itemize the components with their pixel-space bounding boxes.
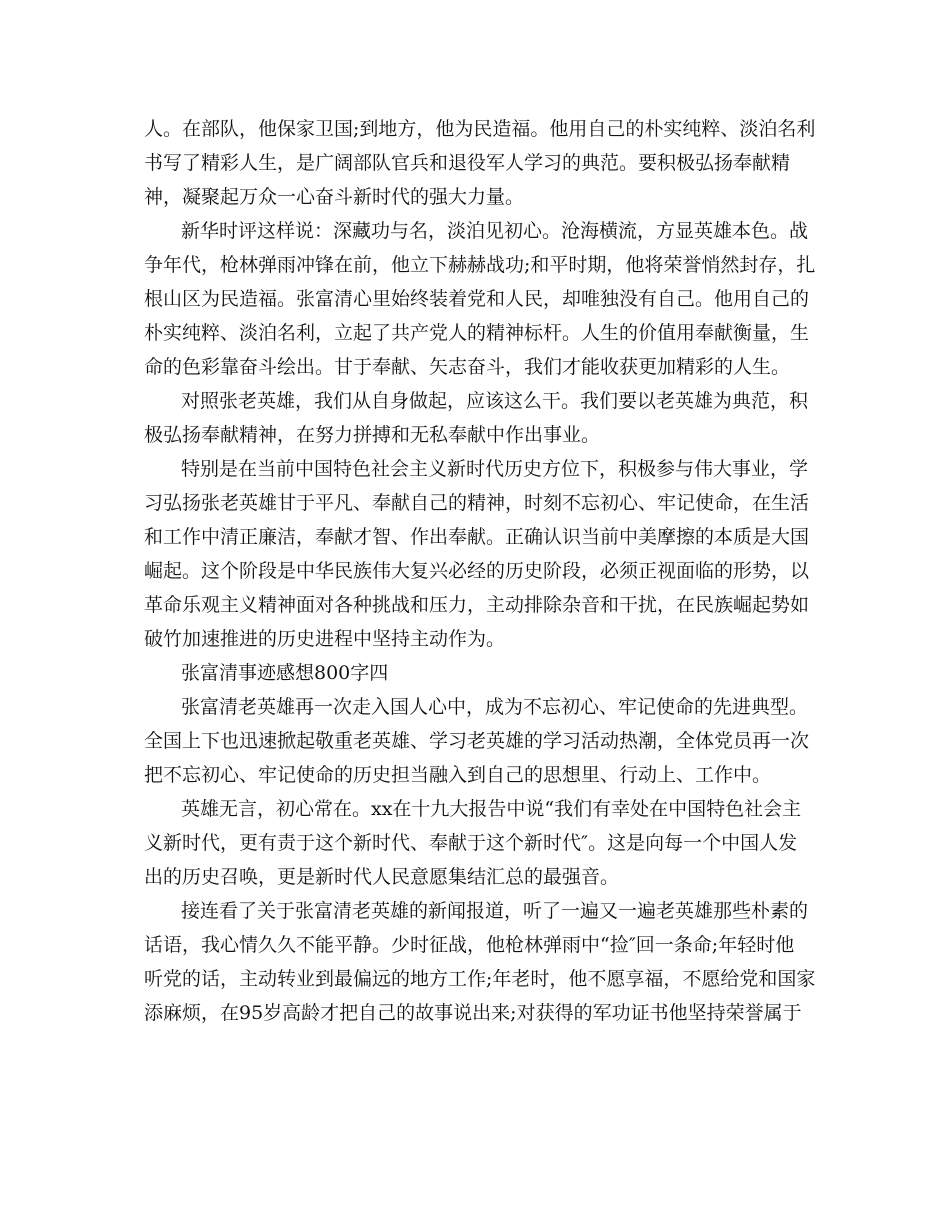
paragraph-start-line: 对照张老英雄，我们从自身做起，应该这么干。我们要以老英雄为典范，积 xyxy=(181,390,809,412)
paragraph-start-line: 特别是在当前中国特色社会主义新时代历史方位下，积极参与伟大事业，学 xyxy=(181,458,809,480)
section-heading: 张富清事迹感想800字四 xyxy=(181,662,389,684)
text-line: 听党的话，主动转业到最偏远的地方工作;年老时，他不愿享福，不愿给党和国家 xyxy=(144,968,816,990)
paragraph-start-line: 英雄无言，初心常在。xx在十九大报告中说“我们有幸处在中国特色社会主 xyxy=(181,798,802,820)
text-line: 添麻烦，在95岁高龄才把自己的故事说出来;对获得的军功证书他坚持荣誉属于 xyxy=(144,1002,802,1024)
text-line: 人。在部队，他保家卫国;到地方，他为民造福。他用自己的朴实纯粹、淡泊名利 xyxy=(144,118,816,140)
text-line: 出的历史召唤，更是新时代人民意愿集结汇总的最强音。 xyxy=(144,866,620,888)
text-line: 崛起。这个阶段是中华民族伟大复兴必经的历史阶段，必须正视面临的形势，以 xyxy=(144,560,810,582)
text-line: 书写了精彩人生，是广阔部队官兵和退役军人学习的典范。要积极弘扬奉献精 xyxy=(144,152,791,174)
text-line: 根山区为民造福。张富清心里始终装着党和人民，却唯独没有自己。他用自己的 xyxy=(144,288,810,310)
text-line: 革命乐观主义精神面对各种挑战和压力，主动排除杂音和干扰，在民族崛起势如 xyxy=(144,594,810,616)
text-line: 全国上下也迅速掀起敬重老英雄、学习老英雄的学习活动热潮，全体党员再一次 xyxy=(144,730,810,752)
paragraph-start-line: 新华时评这样说：深藏功与名，淡泊见初心。沧海横流，方显英雄本色。战 xyxy=(181,220,809,242)
text-line: 习弘扬张老英雄甘于平凡、奉献自己的精神，时刻不忘初心、牢记使命，在生活 xyxy=(144,492,810,514)
text-line: 命的色彩靠奋斗绘出。甘于奉献、矢志奋斗，我们才能收获更加精彩的人生。 xyxy=(144,356,791,378)
text-line: 把不忘初心、牢记使命的历史担当融入到自己的思想里、行动上、工作中。 xyxy=(144,764,772,786)
text-line: 极弘扬奉献精神，在努力拼搏和无私奉献中作出事业。 xyxy=(144,424,601,446)
paragraph-start-line: 张富清老英雄再一次走入国人心中，成为不忘初心、牢记使命的先进典型。 xyxy=(181,696,809,718)
text-line: 朴实纯粹、淡泊名利，立起了共产党人的精神标杆。人生的价值用奉献衡量，生 xyxy=(144,322,810,344)
paragraph-start-line: 接连看了关于张富清老英雄的新闻报道，听了一遍又一遍老英雄那些朴素的 xyxy=(181,900,809,922)
text-line: 破竹加速推进的历史进程中坚持主动作为。 xyxy=(144,628,506,650)
document-body xyxy=(144,112,816,1030)
text-line: 争年代，枪林弹雨冲锋在前，他立下赫赫战功;和平时期，他将荣誉悄然封存，扎 xyxy=(144,254,816,276)
text-line: 话语，我心情久久不能平静。少时征战，他枪林弹雨中“捡″回一条命;年轻时他 xyxy=(144,934,795,956)
text-line: 神，凝聚起万众一心奋斗新时代的强大力量。 xyxy=(144,186,525,208)
text-line: 义新时代，更有责于这个新时代、奉献于这个新时代″。这是向每一个中国人发 xyxy=(144,832,798,854)
text-line: 和工作中清正廉洁，奉献才智、作出奉献。正确认识当前中美摩擦的本质是大国 xyxy=(144,526,810,548)
